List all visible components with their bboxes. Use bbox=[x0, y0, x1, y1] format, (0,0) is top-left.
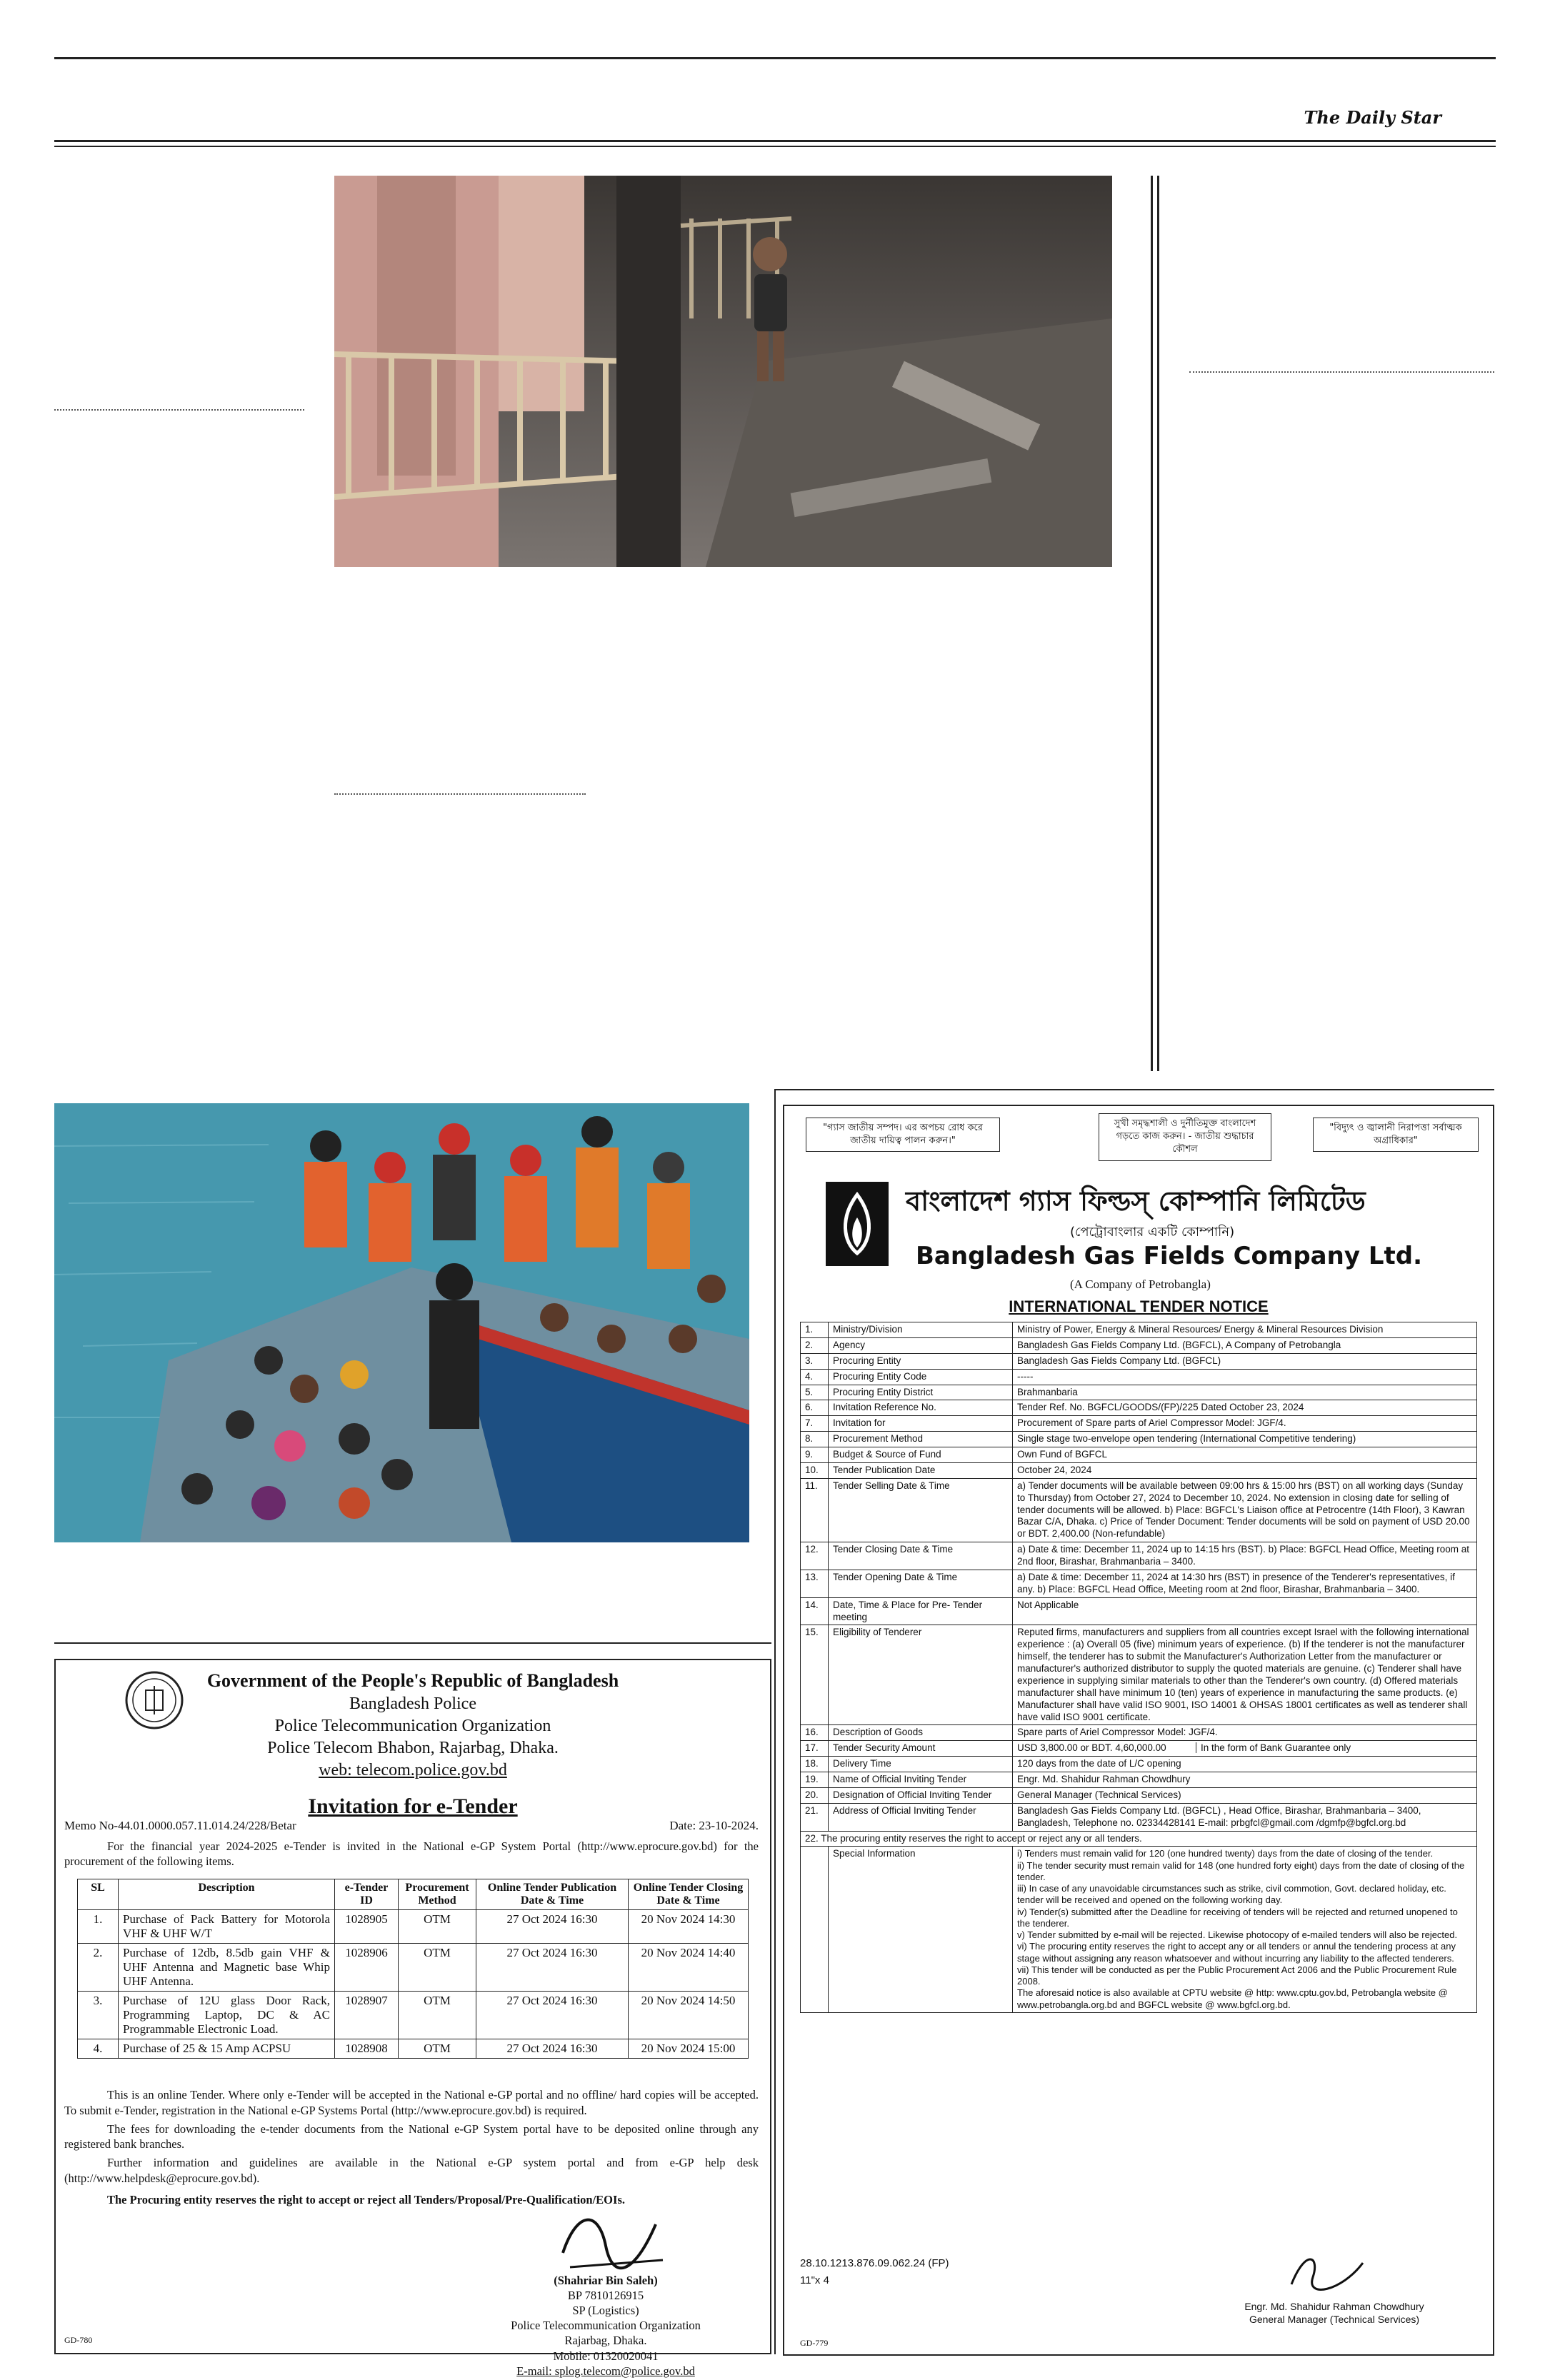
row-publication: 27 Oct 2024 16:30 bbox=[476, 1992, 629, 2039]
bgfcl-table-row bbox=[801, 1432, 1477, 1447]
row-method: OTM bbox=[399, 1992, 476, 2039]
police-tender-title: Invitation for e-Tender bbox=[308, 1794, 518, 1818]
police-signer-mobile: Mobile: 01320020041 bbox=[553, 2349, 659, 2363]
row-value-extra: In the form of Bank Guarantee only bbox=[1196, 1742, 1351, 1753]
bgfcl-tender-ad bbox=[783, 1105, 1494, 2356]
burned-building-photo bbox=[334, 176, 1112, 567]
row-value: ----- bbox=[1013, 1369, 1477, 1385]
bgfcl-special-list bbox=[1013, 1847, 1477, 2013]
row-value: October 24, 2024 bbox=[1013, 1462, 1477, 1478]
row-label: Procuring Entity bbox=[829, 1353, 1013, 1369]
bgfcl-table-row bbox=[801, 1741, 1477, 1757]
row-number: 20. bbox=[801, 1787, 829, 1803]
row-description: Purchase of 25 & 15 Amp ACPSU bbox=[119, 2039, 335, 2059]
dotted-rule-center bbox=[334, 793, 586, 795]
police-table-row bbox=[78, 2039, 749, 2059]
bgfcl-name-english: Bangladesh Gas Fields Company Ltd. bbox=[916, 1242, 1423, 1270]
row-value: Single stage two-envelope open tendering (International Competitive tendering) bbox=[1013, 1432, 1477, 1447]
police-intro: For the financial year 2024-2025 e-Tender is invited in the National e-GP System Portal (http://www.eprocure.gov.bd) for the procurement of the following items. bbox=[64, 1839, 759, 1869]
ads-divider bbox=[774, 1089, 776, 2354]
row-label: Name of Official Inviting Tender bbox=[829, 1772, 1013, 1788]
row-number: 3. bbox=[801, 1353, 829, 1369]
bgfcl-table-row bbox=[801, 1447, 1477, 1463]
police-para-2: The fees for downloading the e-tender documents from the National e-GP System portal have to be deposited online through any registered bank branches. bbox=[64, 2122, 759, 2151]
bgfcl-row-22 bbox=[801, 1831, 1477, 1847]
bgfcl-sub-english: (A Company of Petrobangla) bbox=[1070, 1277, 1211, 1291]
row-tender-id: 1028907 bbox=[335, 1992, 399, 2039]
police-signature-stamp bbox=[549, 2203, 677, 2281]
bgfcl-name-bengali: বাংলাদেশ গ্যাস ফিল্ডস্ কোম্পানি লিমিটেড bbox=[906, 1185, 1366, 1217]
row-number: 1. bbox=[801, 1322, 829, 1338]
row-description: Purchase of Pack Battery for Motorola VHF & UHF W/T bbox=[119, 1910, 335, 1944]
bgfcl-slogan-2: সুখী সমৃদ্ধশালী ও দুর্নীতিমুক্ত বাংলাদেশ গড়তে কাজ করুন। - জাতীয় শুদ্ধাচার কৌশল bbox=[1099, 1113, 1271, 1161]
bgfcl-table-row bbox=[801, 1597, 1477, 1625]
brand-logo: The Daily Star bbox=[1304, 107, 1441, 128]
col-description: Description bbox=[119, 1879, 335, 1910]
row-sl: 2. bbox=[78, 1944, 119, 1992]
column-divider-1 bbox=[1151, 176, 1153, 1071]
bgfcl-slogan-3: "বিদ্যুৎ ও জ্বালানী নিরাপত্তা সর্বাত্মক অগ্রাধিকার" bbox=[1313, 1118, 1479, 1152]
row-method: OTM bbox=[399, 2039, 476, 2059]
police-table-row bbox=[78, 1944, 749, 1992]
row-value bbox=[1013, 1741, 1477, 1757]
row-label: Ministry/Division bbox=[829, 1322, 1013, 1338]
row-publication: 27 Oct 2024 16:30 bbox=[476, 1910, 629, 1944]
row-number: 12. bbox=[801, 1542, 829, 1570]
row-value: 120 days from the date of L/C opening bbox=[1013, 1757, 1477, 1772]
boat-rescue-photo bbox=[54, 1103, 749, 1542]
row-sl: 1. bbox=[78, 1910, 119, 1944]
row-value: Spare parts of Ariel Compressor Model: JGF/4. bbox=[1013, 1725, 1477, 1741]
row-number: 17. bbox=[801, 1741, 829, 1757]
row-label: Tender Security Amount bbox=[829, 1741, 1013, 1757]
bgfcl-special-row bbox=[801, 1847, 1477, 2013]
bgfcl-table-row bbox=[801, 1725, 1477, 1741]
row-label: Invitation for bbox=[829, 1416, 1013, 1432]
row-label: Tender Publication Date bbox=[829, 1462, 1013, 1478]
special-info-item: v) Tender submitted by e-mail will be rejected. Likewise photocopy of e-mailed tenders will also be rejected. bbox=[1017, 1929, 1458, 1941]
bgfcl-table-row bbox=[801, 1400, 1477, 1416]
special-info-item: iii) In case of any unavoidable circumstances such as strike, civil commotion, Govt. declared holiday, etc. tender will be received and opened on the following working day. bbox=[1017, 1883, 1446, 1906]
row-value: a) Date & time: December 11, 2024 at 14:30 hrs (BST) in presence of the Tenderer's representatives, if any. b) Place: BGFCL Head Office, Meeting room at 2nd floor, Birashar, Brahmanbaria – 3400. bbox=[1013, 1570, 1477, 1597]
bgfcl-notice-title: INTERNATIONAL TENDER NOTICE bbox=[1009, 1297, 1269, 1315]
row-number: 21. bbox=[801, 1803, 829, 1831]
bgfcl-ad-top-rule bbox=[776, 1089, 1494, 1090]
row-number: 10. bbox=[801, 1462, 829, 1478]
police-para-1: This is an online Tender. Where only e-Tender will be accepted in the National e-GP portal and no offline/ hard copies will be accepted. To submit e-Tender, registration in the National e-GP Systems Portal (http://www.eprocure.gov.bd) is required. bbox=[64, 2088, 759, 2117]
row-label: Address of Official Inviting Tender bbox=[829, 1803, 1013, 1831]
row-value: Bangladesh Gas Fields Company Ltd. (BGFCL) bbox=[1013, 1353, 1477, 1369]
row-closing: 20 Nov 2024 14:30 bbox=[629, 1910, 749, 1944]
police-signer-name: (Shahriar Bin Saleh) bbox=[554, 2274, 658, 2287]
row-tender-id: 1028906 bbox=[335, 1944, 399, 1992]
row-description: Purchase of 12db, 8.5db gain VHF & UHF Antenna and Magnetic base Whip UHF Antenna. bbox=[119, 1944, 335, 1992]
row-value: Not Applicable bbox=[1013, 1597, 1477, 1625]
col-publication: Online Tender Publication Date & Time bbox=[476, 1879, 629, 1910]
bgfcl-details-table bbox=[800, 1322, 1477, 2013]
row-label: Agency bbox=[829, 1337, 1013, 1353]
police-items-table bbox=[77, 1879, 749, 2059]
row-method: OTM bbox=[399, 1944, 476, 1992]
row-number: 16. bbox=[801, 1725, 829, 1741]
bgfcl-table-row bbox=[801, 1625, 1477, 1725]
row-label: Budget & Source of Fund bbox=[829, 1447, 1013, 1463]
row-number: 6. bbox=[801, 1400, 829, 1416]
row-label: Tender Opening Date & Time bbox=[829, 1570, 1013, 1597]
row-label: Designation of Official Inviting Tender bbox=[829, 1787, 1013, 1803]
police-ad-code: GD-780 bbox=[64, 2335, 93, 2345]
row-value: Engr. Md. Shahidur Rahman Chowdhury bbox=[1013, 1772, 1477, 1788]
bgfcl-logo bbox=[826, 1182, 889, 1266]
police-para-4: The Procuring entity reserves the right to accept or reject all Tenders/Proposal/Pre-Qualification/EOIs. bbox=[107, 2192, 625, 2206]
police-gov-heading: Government of the People's Republic of Bangladesh bbox=[206, 1670, 619, 1691]
masthead-rule-2 bbox=[54, 146, 1496, 147]
row-number: 2. bbox=[801, 1337, 829, 1353]
bgfcl-ad-code: GD-779 bbox=[800, 2338, 829, 2348]
row-value: Own Fund of BGFCL bbox=[1013, 1447, 1477, 1463]
bgfcl-table-row bbox=[801, 1803, 1477, 1831]
police-memo: Memo No-44.01.0000.057.11.014.24/228/Betar bbox=[64, 1819, 296, 1832]
row-description: Purchase of 12U glass Door Rack, Programming Laptop, DC & AC Programmable Electronic Load. bbox=[119, 1992, 335, 2039]
row-label: Procuring Entity District bbox=[829, 1385, 1013, 1400]
bgfcl-signer-role: General Manager (Technical Services) bbox=[1249, 2314, 1420, 2326]
col-sl: SL bbox=[78, 1879, 119, 1910]
row-label: Procurement Method bbox=[829, 1432, 1013, 1447]
bgfcl-table-row bbox=[801, 1385, 1477, 1400]
row-label: Description of Goods bbox=[829, 1725, 1013, 1741]
row-label: Eligibility of Tenderer bbox=[829, 1625, 1013, 1725]
police-date: Date: 23-10-2024. bbox=[669, 1819, 759, 1832]
row-method: OTM bbox=[399, 1910, 476, 1944]
police-signer-org: Police Telecommunication Organization bbox=[511, 2319, 701, 2333]
row-number: 9. bbox=[801, 1447, 829, 1463]
bgfcl-ad-size: 11"x 4 bbox=[800, 2274, 829, 2286]
row-number: 19. bbox=[801, 1772, 829, 1788]
row-tender-id: 1028905 bbox=[335, 1910, 399, 1944]
row-value: Procurement of Spare parts of Ariel Compressor Model: JGF/4. bbox=[1013, 1416, 1477, 1432]
police-signer-address: Rajarbag, Dhaka. bbox=[564, 2334, 647, 2348]
row-number: 4. bbox=[801, 1369, 829, 1385]
police-para-3: Further information and guidelines are available in the National e-GP system portal and from e-GP help desk (http://www.helpdesk@eprocure.gov.bd). bbox=[64, 2156, 759, 2185]
row-number: 5. bbox=[801, 1385, 829, 1400]
row-value: Brahmanbaria bbox=[1013, 1385, 1477, 1400]
row-closing: 20 Nov 2024 15:00 bbox=[629, 2039, 749, 2059]
row-value: Ministry of Power, Energy & Mineral Resources/ Energy & Mineral Resources Division bbox=[1013, 1322, 1477, 1338]
row-closing: 20 Nov 2024 14:40 bbox=[629, 1944, 749, 1992]
bgfcl-ref-number: 28.10.1213.876.09.062.24 (FP) bbox=[800, 2257, 949, 2269]
row-label: Procuring Entity Code bbox=[829, 1369, 1013, 1385]
row-value: a) Date & time: December 11, 2024 up to 14:15 hrs (BST). b) Place: BGFCL Head Office, Meeting room at 2nd floor, Birashar, Brahmanbaria – 3400. bbox=[1013, 1542, 1477, 1570]
police-address: Police Telecom Bhabon, Rajarbag, Dhaka. bbox=[267, 1739, 559, 1758]
police-ad-top-rule bbox=[54, 1642, 771, 1644]
special-info-item: vi) The procuring entity reserves the right to accept any or all tenders or annul the tendering process at any stage without assigning any reason whatsoever and without incurring any liability to the affected tenderers. bbox=[1017, 1941, 1456, 1964]
row-label: Tender Selling Date & Time bbox=[829, 1478, 1013, 1542]
row-number: 11. bbox=[801, 1478, 829, 1542]
row-label: Date, Time & Place for Pre- Tender meeting bbox=[829, 1597, 1013, 1625]
row-value: a) Tender documents will be available between 09:00 hrs & 15:00 hrs (BST) on all working days (Sunday to Thursday) from October 27, 2024 to December 10, 2024. No extension in closing date for selling of tender documents will be allowed. b) Place: BGFCL's Liaison office at Petrocentre (14th Floor), 3 Kawran Bazar C/A, Dhaka. c) Price of Tender Document: Tender documents will be sold on payment of USD 20.00 or BDT. 2,400.00 (Non-refundable) bbox=[1013, 1478, 1477, 1542]
police-table-row bbox=[78, 1910, 749, 1944]
police-signer-email: E-mail: splog.telecom@police.gov.bd bbox=[516, 2364, 695, 2378]
row-value: General Manager (Technical Services) bbox=[1013, 1787, 1477, 1803]
row-tender-id: 1028908 bbox=[335, 2039, 399, 2059]
row-number: 8. bbox=[801, 1432, 829, 1447]
row-label: Invitation Reference No. bbox=[829, 1400, 1013, 1416]
row-number: 13. bbox=[801, 1570, 829, 1597]
row-number: 15. bbox=[801, 1625, 829, 1725]
bgfcl-table-row bbox=[801, 1772, 1477, 1788]
police-table-row bbox=[78, 1992, 749, 2039]
bgfcl-table-row bbox=[801, 1542, 1477, 1570]
police-org-1: Bangladesh Police bbox=[349, 1694, 476, 1713]
masthead-rule-1 bbox=[54, 140, 1496, 142]
row-value: Bangladesh Gas Fields Company Ltd. (BGFCL), A Company of Petrobangla bbox=[1013, 1337, 1477, 1353]
bgfcl-table-row bbox=[801, 1322, 1477, 1338]
bgfcl-table-row bbox=[801, 1337, 1477, 1353]
row-closing: 20 Nov 2024 14:50 bbox=[629, 1992, 749, 2039]
special-info-item: ii) The tender security must remain valid for 148 (one hundred forty eight) days from the date of closing of the tender. bbox=[1017, 1859, 1465, 1882]
special-info-item: iv) Tender(s) submitted after the Deadline for receiving of tenders will be rejected and returned unopened to the tenderer. bbox=[1017, 1906, 1458, 1929]
bgfcl-table-row bbox=[801, 1478, 1477, 1542]
police-signer-role: SP (Logistics) bbox=[572, 2304, 639, 2318]
police-org-2: Police Telecommunication Organization bbox=[274, 1716, 551, 1735]
bgfcl-sub-bengali: (পেট্রোবাংলার একটি কোম্পানি) bbox=[1070, 1225, 1235, 1240]
police-tender-ad bbox=[54, 1659, 771, 2378]
special-info-item: i) Tenders must remain valid for 120 (one hundred twenty) days from the date of closing of the tender. bbox=[1017, 1848, 1434, 1859]
row-value: Reputed firms, manufacturers and suppliers from all countries except Israel with the following international experience : (a) Overall 05 (five) minimum years of experience. (b) If the tenderer is not the manufacturer himself, the tenderer has to submit the Manufacturer's Authorization Letter from the manufacturer or manufacturer's authorized distributor to supply the quoted materials are genuine. (c) Tenderer shall have experience in supplying similar materials to other than the Tenderer's own country. (d) Offered materials manufacturer shall have minimum 10 (ten) years of experience in manufacturing the same products. (e) Manufacturer shall have valid ISO 9001, ISO 14001 & OHSAS 18001 certificates as well as tenderer shall have valid ISO 9001 certificate. bbox=[1013, 1625, 1477, 1725]
row-sl: 3. bbox=[78, 1992, 119, 2039]
col-closing: Online Tender Closing Date & Time bbox=[629, 1879, 749, 1910]
police-website: web: telecom.police.gov.bd bbox=[319, 1761, 507, 1780]
row-sl: 4. bbox=[78, 2039, 119, 2059]
row-publication: 27 Oct 2024 16:30 bbox=[476, 2039, 629, 2059]
bgfcl-row-22-text: 22. The procuring entity reserves the right to accept or reject any or all tenders. bbox=[801, 1831, 1477, 1847]
col-tender-id: e-Tender ID bbox=[335, 1879, 399, 1910]
dotted-rule-left bbox=[54, 409, 304, 411]
row-value-text: USD 3,800.00 or BDT. 4,60,000.00 bbox=[1017, 1742, 1166, 1754]
bgfcl-table-row bbox=[801, 1369, 1477, 1385]
bgfcl-slogan-1: "গ্যাস জাতীয় সম্পদ। এর অপচয় রোধ করে জাতীয় দায়িত্ব পালন করুন।" bbox=[806, 1118, 1000, 1152]
top-rule bbox=[54, 57, 1496, 59]
row-number: 14. bbox=[801, 1597, 829, 1625]
bgfcl-table-row bbox=[801, 1462, 1477, 1478]
special-info-item: vii) This tender will be conducted as per the Public Procurement Act 2006 and the Public Procurement Rule 2008. bbox=[1017, 1964, 1457, 1987]
row-publication: 27 Oct 2024 16:30 bbox=[476, 1944, 629, 1992]
row-label: Tender Closing Date & Time bbox=[829, 1542, 1013, 1570]
special-info-item: The aforesaid notice is also available at CPTU website @ http: www.cptu.gov.bd, Petrobangla website @ www.petrobangla.org.bd and BGFCL website @ www.bgfcl.org.bd. bbox=[1017, 1987, 1448, 2010]
bgfcl-signer-name: Engr. Md. Shahidur Rahman Chowdhury bbox=[1244, 2301, 1424, 2312]
column-divider-2 bbox=[1157, 176, 1159, 1071]
row-label: Delivery Time bbox=[829, 1757, 1013, 1772]
row-value: Tender Ref. No. BGFCL/GOODS/(FP)/225 Dated October 23, 2024 bbox=[1013, 1400, 1477, 1416]
row-number: 18. bbox=[801, 1757, 829, 1772]
bgfcl-table-row bbox=[801, 1353, 1477, 1369]
dotted-rule-right bbox=[1189, 371, 1494, 373]
bgfcl-table-row bbox=[801, 1416, 1477, 1432]
col-method: Procurement Method bbox=[399, 1879, 476, 1910]
row-value: Bangladesh Gas Fields Company Ltd. (BGFCL) , Head Office, Birashar, Brahmanbaria – 3400, Bangladesh, Telephone no. 02334428141 E-mail: prbgfcl@gmail.com /dgmfp@bgfcl.org.bd bbox=[1013, 1803, 1477, 1831]
police-signer-bp: BP 7810126915 bbox=[567, 2289, 644, 2303]
bgfcl-special-label: Special Information bbox=[829, 1847, 1013, 2013]
bgfcl-signature bbox=[1284, 2249, 1370, 2299]
bgfcl-table-row bbox=[801, 1787, 1477, 1803]
row-number: 7. bbox=[801, 1416, 829, 1432]
bgfcl-table-row bbox=[801, 1570, 1477, 1597]
bgfcl-table-row bbox=[801, 1757, 1477, 1772]
